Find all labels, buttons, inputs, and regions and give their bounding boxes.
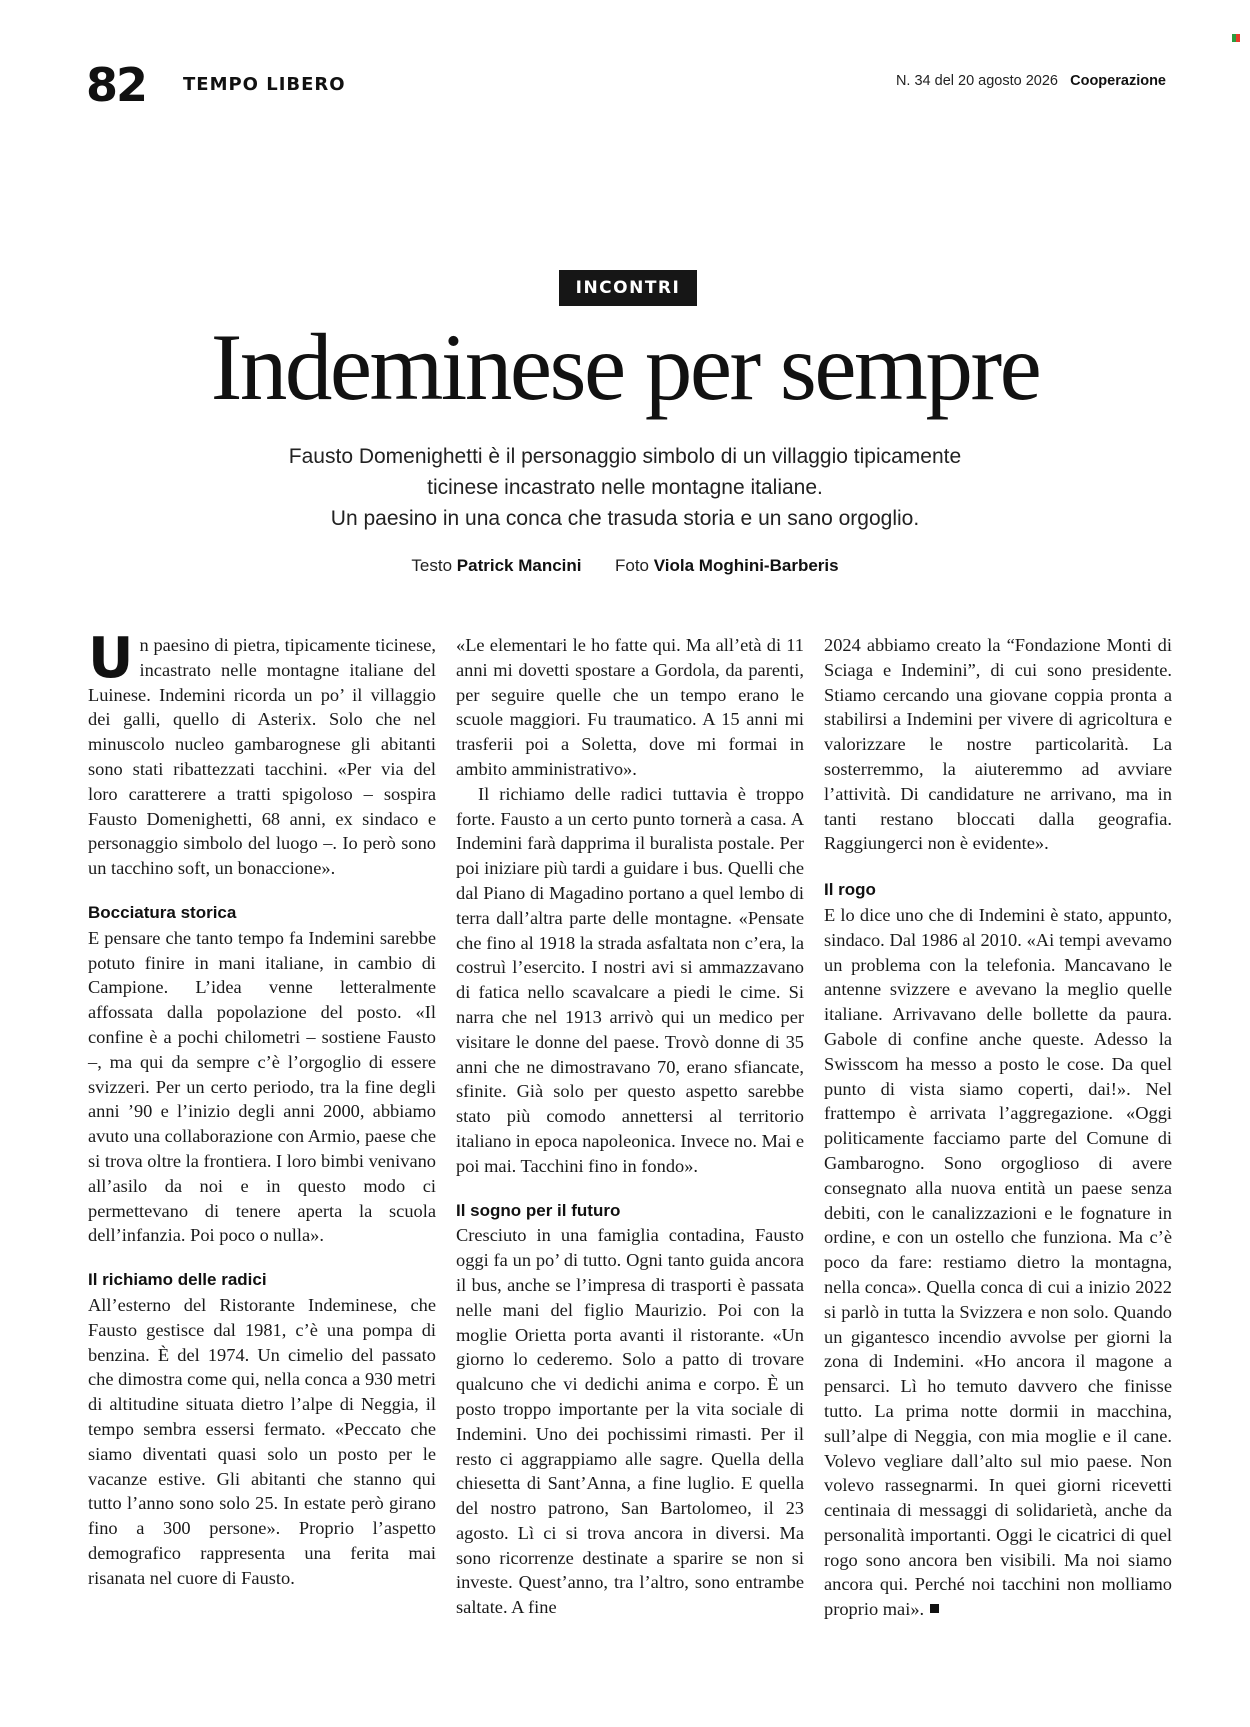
subheading: Il richiamo delle radici: [88, 1270, 267, 1290]
paragraph: E pensare che tanto tempo fa Indemini sarebbe potuto finire in mani italiane, in cambio di Campione. L’idea venne letteralmente affossata dalla popolazione del posto. «Il confine è a pochi chilometri – sostiene Fausto –, ma qui da sempre c’è l’orgoglio di essere svizzeri. Per un certo periodo, tra la fine degli anni ’90 e l’inizio degli anni 2000, abbiamo avuto una collaborazione con Armio, paese che si trova oltre la frontiera. I loro bimbi venivano all’asilo da noi e in questo modo ci permettevano di tenere aperta la scuola dell’infanzia. Poi poco o nulla».: [88, 927, 436, 1246]
text-author: Patrick Mancini: [456, 556, 582, 575]
paragraph-continued: 2024 abbiamo creato la “Fondazione Monti di Sciaga e Indemini”, di cui sono presidente. Stiamo cercando una giovane coppia pronta a stabilirsi a Indemini per vivere di agricoltura e valorizzare le nostre particolarità. La sosterremmo, la aiuteremmo ad avviare l’attività. Di candidature ne arrivano, ma in tanti restano bloccati dalla geografia. Raggiungerci non è evidente».: [824, 635, 1172, 854]
paragraph-text: n paesino di pietra, tipicamente ticinese, incastrato nelle montagne italiane del Luinese. Indemini ricorda un po’ il villaggio dei galli, quello di Asterix. Solo che nel minuscolo nucleo gambarognese gli abitanti sono stati ribattezzati tacchini. «Per via del loro caratterere a tratti spigoloso – sospira Fausto Domenighetti, 68 anni, ex sindaco e personaggio simbolo del luogo –. Io però sono un tacchino soft, un bonaccione».: [88, 635, 436, 879]
paragraph: Cresciuto in una famiglia contadina, Fausto oggi fa un po’ di tutto. Ogni tanto guida ancora il bus, anche se l’impresa di trasporti è passata nelle mani del figlio Maurizio. Poi con la moglie Orietta porta avanti il ristorante. «Un giorno lo cederemo. Solo a patto di trovare qualcuno che vi dedichi anima e corpo. È un posto troppo importante per la vita sociale di Indemini. Uno dei pochissimi rimasti. Per il resto ci aggrappiamo alle sagre. Quella della chiesetta di Sant’Anna, a fine luglio. E quella del nostro patrono, San Bartolomeo, il 23 agosto. Lì ci si trova ancora in diversi. Ma sono ricorrenze destinate a sparire se non si investe. Quest’anno, tra l’altro, sono entrambe saltate. A fine: [456, 1225, 804, 1618]
column-3: [824, 633, 1172, 1622]
subheading: Il rogo: [824, 880, 876, 900]
paragraph: E lo dice uno che di Indemini è stato, appunto, sindaco. Dal 1986 al 2010. «Ai tempi avevamo un problema con la telefonia. Mancavano le antenne svizzere e avevano la meglio quelle italiane. Arrivavano delle bollette da paura. Gabole di confine anche queste. Adesso la Swisscom ha messo a posto le cose. Da quel punto di vista siamo coperti, dai!». Nel frattempo è arrivata l’aggregazione. «Oggi politicamente facciamo parte del Comune di Gambarogno. Sono orgoglioso di avere consegnato alla nuova entità un paese senza debiti, con le canalizzazioni e le fognature in ordine, e con un ostello che funziona. Ma c’è poco da fare: restiamo dietro la montagna, nella conca». Quella conca di cui a inizio 2022 si parlò in tutta la Svizzera e non solo. Quando un gigantesco incendio avvolse per giorni la zona di Indemini. «Ho ancora il magone a pensarci. Lì ho temuto davvero che finisse tutto. La prima notte dormii in macchina, sull’alpe di Neggia, con mia moglie e il cane. Volevo vegliare dall’alto sul mio paese. Non volevo rassegnarmi. In quei giorni ricevetti centinaia di messaggi di solidarietà, anche da personalità importanti. Oggi le cicatrici di quel rogo sono ancora ben visibili. Ma noi siamo ancora qui. Perché noi tacchini non molliamo proprio mai».: [824, 904, 1172, 1620]
color-register-icon: [1232, 34, 1240, 42]
byline: [0, 556, 1250, 576]
category-tag: INCONTRI: [559, 270, 697, 306]
paragraph: Il richiamo delle radici tuttavia è troppo forte. Fausto a un certo punto tornerà a casa. A Indemini farà dapprima il buralista postale. Per poi iniziare più tardi a guidare i bus. Quelli che dal Piano di Magadino portano a quel lembo di terra dall’altra parte delle montagne. «Pensate che fino al 1918 la strada asfaltata non c’era, la costruì l’esercito. I nostri avi si ammazzavano di fatica nello scavalcare a piedi le cime. Si narra che nel 1913 arrivò qui un medico per visitare le donne del paese. Trovò donne di 35 anni che ne dimostravano 70, erano sfiancate, sfinite. Già solo per questo aspetto sarebbe stato più comodo annettersi al territorio italiano in epoca napoleonica. Invece no. Mai e poi mai. Tacchini fino in fondo».: [456, 783, 804, 1176]
page-header: [0, 0, 1250, 120]
issue-info: N. 34 del 20 agosto 2026: [895, 73, 1058, 89]
magazine-name: Cooperazione: [1070, 73, 1166, 89]
paragraph: All’esterno del Ristorante Indeminese, che Fausto gestisce dal 1981, c’è una pompa di benzina. È del 1974. Un cimelio del passato che dimostra come qui, nella conca a 930 metri di altitudine situata dietro l’alpe di Neggia, il tempo sembra essersi fermato. «Peccato che siamo diventati quasi solo un posto per le vacanze estive. Gli abitanti che stanno qui tutto l’anno sono solo 25. In estate però girano fino a 300 persone». Proprio l’aspetto demografico rappresenta una ferita mai risanata nel cuore di Fausto.: [88, 1294, 436, 1588]
paragraph: [88, 626, 436, 881]
subheading: Bocciatura storica: [88, 902, 237, 922]
article-title: Indeminese per sempre: [210, 314, 1040, 420]
lead-line: Un paesino in una conca che trasuda storia e un sano orgoglio.: [330, 507, 920, 530]
page-number: 82: [86, 58, 147, 112]
photo-label: Foto: [614, 556, 650, 575]
subheading: Il sogno per il futuro: [456, 1200, 621, 1220]
end-of-article-icon: [930, 1604, 939, 1613]
paragraph: «Le elementari le ho fatte qui. Ma all’età di 11 anni mi dovetti spostare a Gordola, da parenti, per seguire quelle che un tempo erano le scuole maggiori. Fu traumatico. A 15 anni mi trasferii poi a Soletta, dove mi formai in ambito amministrativo».: [456, 635, 804, 779]
column-2: [456, 633, 804, 1620]
article-lead: [200, 441, 1050, 534]
text-label: Testo: [411, 556, 453, 575]
column-1: [88, 626, 436, 1590]
lead-line: Fausto Domenighetti è il personaggio simbolo di un villaggio tipicamente: [288, 445, 962, 468]
lead-line: ticinese incastrato nelle montagne italiane.: [427, 476, 823, 499]
section-name: TEMPO LIBERO: [183, 74, 346, 95]
photo-author: Viola Moghini-Barberis: [653, 556, 839, 575]
drop-cap: U: [88, 626, 134, 691]
